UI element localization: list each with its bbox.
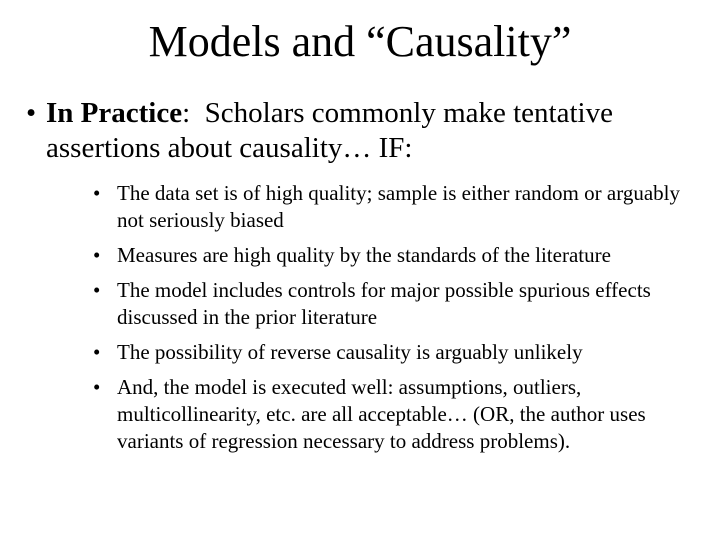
condition-text: The model includes controls for major possible spurious effects discussed in the prior literature: [117, 278, 651, 329]
main-bullet-body: Scholars commonly make tentative assertions about causality… IF:: [46, 97, 621, 164]
condition-text: And, the model is executed well: assumptions, outliers, multicollinearity, etc. are all acceptable… (OR, the author uses variants of regression necessary to address problems).: [117, 375, 646, 453]
condition-item: [93, 242, 693, 269]
condition-item: [93, 374, 693, 455]
condition-text: The data set is of high quality; sample is either random or arguably not seriously biased: [117, 181, 680, 232]
main-bullet-text: [46, 96, 696, 166]
bullet-icon: •: [93, 340, 101, 364]
condition-text: The possibility of reverse causality is arguably unlikely: [117, 340, 583, 364]
conditions-list: [93, 180, 693, 463]
bullet-icon: •: [93, 181, 101, 205]
main-bullet: [26, 96, 696, 166]
condition-text: Measures are high quality by the standards of the literature: [117, 243, 611, 267]
main-bullet-colon: :: [182, 97, 191, 129]
main-bullet-lead: In Practice: [46, 97, 183, 129]
bullet-icon: •: [26, 97, 37, 129]
slide-title: Models and “Causality”: [148, 17, 572, 66]
condition-item: [93, 277, 693, 331]
condition-item: [93, 180, 693, 234]
bullet-icon: •: [93, 243, 101, 267]
bullet-icon: •: [93, 375, 101, 399]
bullet-icon: •: [93, 278, 101, 302]
condition-item: [93, 339, 693, 366]
